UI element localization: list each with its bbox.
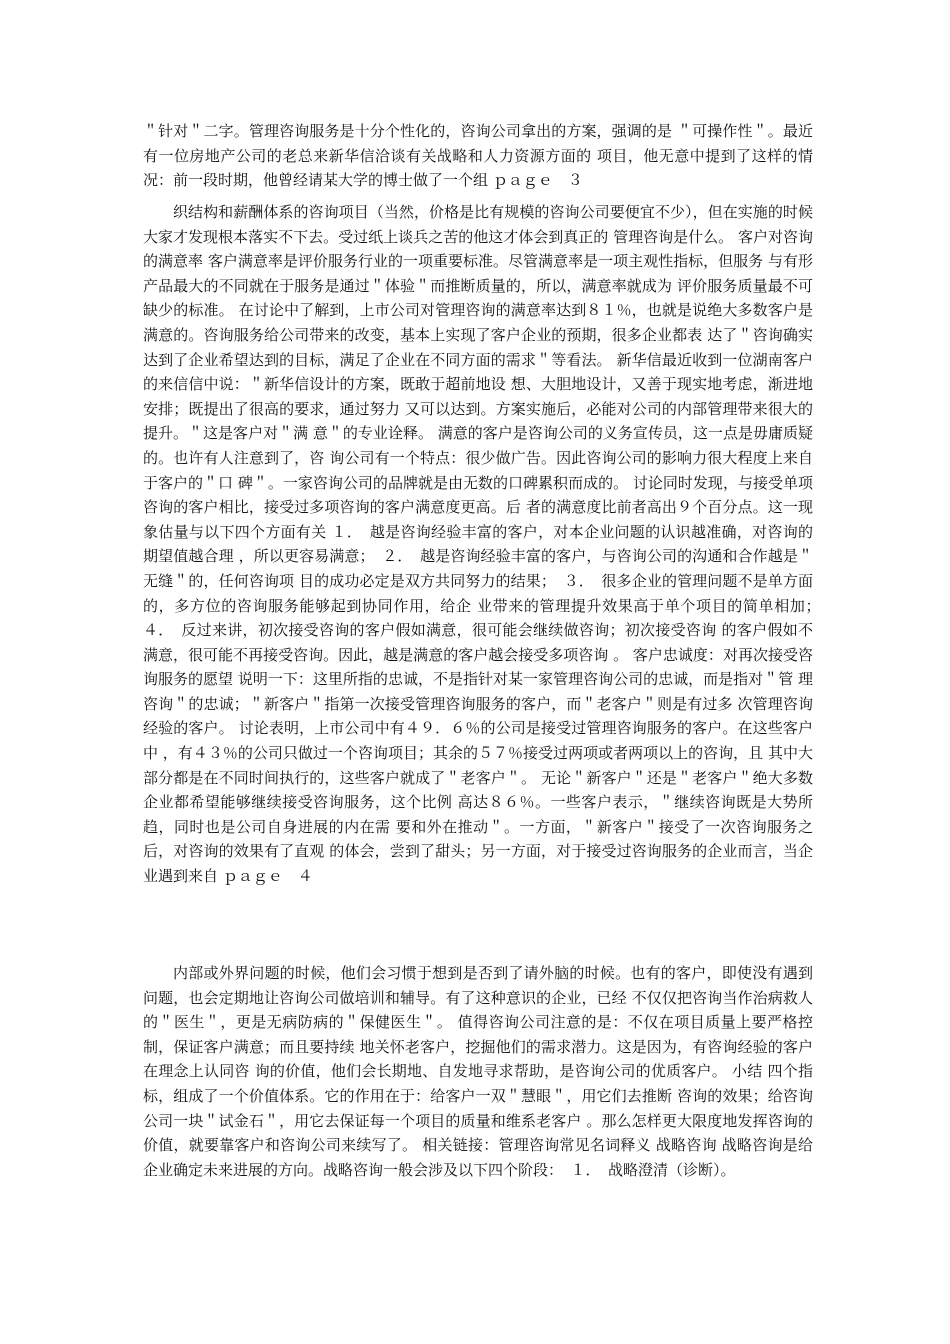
paragraph-2: 织结构和薪酬体系的咨询项目（当然，价格是比有规模的咨询公司要便宜不少），但在实施的时候大家才发现根本落实不下去。受过纸上谈兵之苦的他这才体会到真正的 管理咨询是什么。 客户对咨询的满意率 客户满意率是评价服务行业的一项重要标准。尽管满意率是一项主观性指标，但服务 与有形产品最大的不同就在于服务是通过＂体验＂而推断质量的，所以，满意率就成为 评价服务质量最不可缺少的标准。 在讨论中了解到，上市公司对管理咨询的满意率达到８１％，也就是说绝大多数客户是 满意的。咨询服务给公司带来的改变，基本上实现了客户企业的预期，很多企业都表 达了＂咨询确实达到了企业希望达到的目标，满足了企业在不同方面的需求＂等看法。 新华信最近收到一位湖南客户的来信信中说：＂新华信设计的方案，既敢于超前地设 想、大胆地设计，又善于现实地考虑，渐进地安排；既提出了很高的要求，通过努力 又可以达到。方案实施后，必能对公司的内部管理带来很大的提升。＂这是客户对＂满 意＂的专业诠释。 满意的客户是咨询公司的义务宣传员，这一点是毋庸质疑的。也许有人注意到了，咨 询公司有一个特点：很少做广告。因此咨询公司的影响力很大程度上来自于客户的＂口 碑＂。一家咨询公司的品牌就是由无数的口碑累积而成的。 讨论同时发现，与接受单项咨询的客户相比，接受过多项咨询的客户满意度更高。后 者的满意度比前者高出９个百分点。这一现象估量与以下四个方面有关 １． 越是咨询经验丰富的客户，对本企业问题的认识越准确，对咨询的期望值越合理 ，所以更容易满意； ２． 越是咨询经验丰富的客户，与咨询公司的沟通和合作越是＂无缝＂的，任何咨询项 目的成功必定是双方共同努力的结果； ３． 很多企业的管理问题不是单方面的，多方位的咨询服务能够起到协同作用，给企 业带来的管理提升效果高于单个项目的简单相加； ４． 反过来讲，初次接受咨询的客户假如满意，很可能会继续做咨询；初次接受咨询 的客户假如不满意，很可能不再接受咨询。因此，越是满意的客户越会接受多项咨询 。 客户忠诚度：对再次接受咨询服务的愿望 说明一下：这里所指的忠诚，不是指针对某一家管理咨询公司的忠诚，而是指对＂管 理咨询＂的忠诚；＂新客户＂指第一次接受管理咨询服务的客户，而＂老客户＂则是有过多 次管理咨询经验的客户。 讨论表明，上市公司中有４９．６％的公司是接受过管理咨询服务的客户。在这些客户中 ，有４３％的公司只做过一个咨询项目；其余的５７％接受过两项或者两项以上的咨询，且 其中大部分都是在不同时间执行的，这些客户就成了＂老客户＂。 无论＂新客户＂还是＂老客户＂绝大多数企业都希望能够继续接受咨询服务，这个比例 高达８６％。一些客户表示，＂继续咨询既是大势所趋，同时也是公司自身进展的内在需 要和外在推动＂。一方面，＂新客户＂接受了一次咨询服务之后，对咨询的效果有了直观 的体会，尝到了甜头；另一方面，对于接受过咨询服务的企业而言，当企业遇到来自 ｐａｇｅ ４ bbox=[143, 203, 829, 886]
text-block-1 bbox=[143, 119, 813, 193]
text-block-3 bbox=[143, 961, 813, 1182]
paragraph-1: ＂针对＂二字。管理咨询服务是十分个性化的，咨询公司拿出的方案，强调的是 ＂可操作性＂。最近有一位房地产公司的老总来新华信洽谈有关战略和人力资源方面的 项目，他无意中提到了这样的情况：前一段时期，他曾经请某大学的博士做了一个组 ｐａｇｅ ３ bbox=[143, 122, 813, 190]
text-block-2 bbox=[143, 200, 829, 889]
paragraph-3: 内部或外界问题的时候，他们会习惯于想到是否到了请外脑的时候。也有的客户，即使没有遇到问题，也会定期地让咨询公司做培训和辅导。有了这种意识的企业，已经 不仅仅把咨询当作治病救人的＂医生＂，更是无病防病的＂保健医生＂。 值得咨询公司注意的是：不仅在项目质量上要严格控制，保证客户满意；而且要持续 地关怀老客户，挖掘他们的需求潜力。这是因为，有咨询经验的客户在理念上认同咨 询的价值，他们会长期地、自发地寻求帮助，是咨询公司的优质客户。 小结 四个指标，组成了一个价值体系。它的作用在于：给客户一双＂慧眼＂，用它们去推断 咨询的效果；给咨询公司一块＂试金石＂，用它去保证每一个项目的质量和维系老客户 。那么怎样更大限度地发挥咨询的价值，就要靠客户和咨询公司来续写了。 相关链接：管理咨询常见名词释义 战略咨询 战略咨询是给企业确定未来进展的方向。战略咨询一般会涉及以下四个阶段： １． 战略澄清（诊断）。 bbox=[143, 964, 813, 1179]
